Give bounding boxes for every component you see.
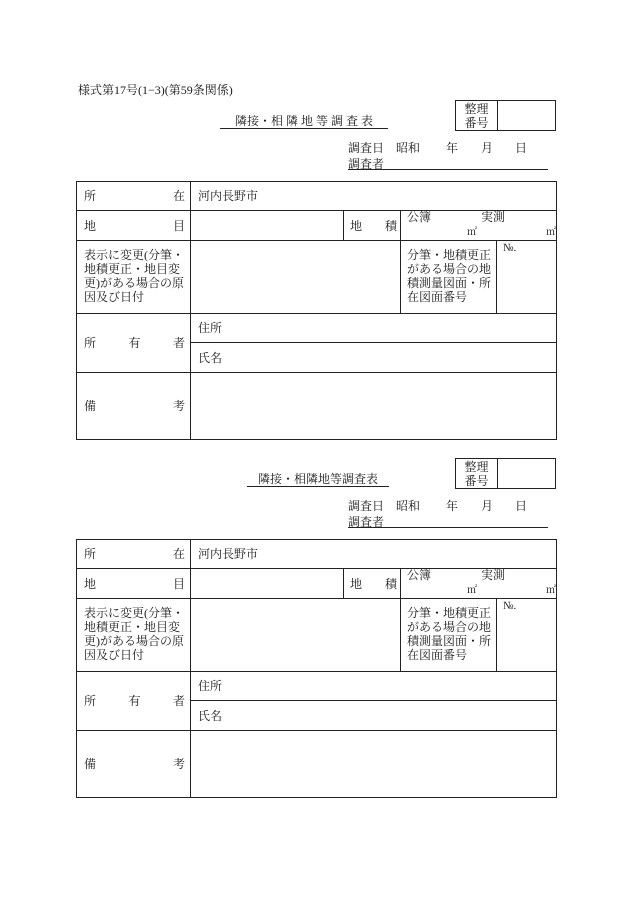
reference-number-box — [455, 458, 556, 489]
survey-date-day: 日 — [515, 141, 528, 155]
owner-address-cell — [190, 313, 557, 343]
reference-number-box — [455, 100, 556, 131]
change-reason-label-line: 因及び日付 — [84, 290, 145, 304]
survey-date-era: 昭和 — [396, 141, 421, 155]
location-value-cell — [190, 181, 557, 211]
owner-address-label: 住所 — [198, 321, 223, 335]
owner-label-char: 者 — [172, 336, 185, 350]
location-value: 河内長野市 — [198, 547, 259, 561]
survey-table — [76, 539, 557, 798]
survey-date-day: 日 — [515, 499, 528, 513]
change-reason-label-line: 更)がある場合の原 — [84, 276, 184, 290]
land-category-value-cell — [190, 210, 344, 241]
survey-drawing-label-line: 分筆・地積更正 — [407, 248, 492, 262]
reference-number-value — [497, 101, 555, 130]
remarks-label-char: 備 — [84, 399, 97, 413]
reference-number-label — [456, 459, 498, 488]
measured-area-label: 実測 — [481, 210, 506, 224]
change-reason-label-line: 地積更正・地目変 — [84, 262, 181, 276]
land-area-label-char: 積 — [384, 576, 397, 591]
owner-label-char: 有 — [128, 694, 141, 708]
survey-date-era: 昭和 — [396, 499, 421, 513]
owner-name-label: 氏名 — [198, 708, 223, 723]
change-reason-label — [76, 598, 191, 672]
survey-drawing-label-line: 積測量図面・所 — [407, 634, 492, 648]
survey-drawing-label-line: 在図面番号 — [407, 290, 468, 304]
change-reason-label-line: 更)がある場合の原 — [84, 634, 184, 648]
land-area-label — [343, 568, 401, 599]
change-reason-label-line: 表示に変更(分筆・ — [84, 248, 184, 262]
land-category-label — [76, 568, 191, 599]
registry-area-label: 公簿 — [407, 568, 432, 582]
survey-drawing-number-label: №. — [503, 242, 517, 254]
owner-name-label: 氏名 — [198, 350, 223, 365]
land-category-label-char: 地 — [84, 218, 97, 233]
land-area-label-char: 積 — [384, 218, 397, 233]
survey-drawing-number-cell — [496, 598, 557, 672]
land-area-value-cell — [400, 568, 557, 599]
survey-date-month: 月 — [481, 141, 494, 155]
owner-address-cell — [190, 671, 557, 701]
location-label — [76, 539, 191, 569]
owner-label-char: 所 — [84, 694, 97, 708]
land-category-label — [76, 210, 191, 241]
survey-drawing-label — [400, 598, 497, 672]
surveyor-line — [348, 513, 548, 528]
change-reason-label-line: 表示に変更(分筆・ — [84, 606, 184, 620]
change-reason-label — [76, 240, 191, 314]
land-area-label-char: 地 — [350, 218, 363, 233]
reference-number-label-line: 整理 — [464, 459, 489, 474]
land-area-label-char: 地 — [350, 576, 363, 591]
land-category-label-char: 目 — [172, 576, 185, 591]
measured-area-unit: ㎡ — [546, 227, 556, 238]
location-label-char: 所 — [84, 189, 97, 203]
survey-date-label: 調査日 — [348, 499, 385, 513]
change-reason-value-cell — [190, 240, 401, 314]
reference-number-label-line: 番号 — [464, 115, 489, 130]
surveyor-label: 調査者 — [348, 515, 385, 529]
measured-area-label: 実測 — [481, 568, 506, 582]
land-area-value-cell — [400, 210, 557, 241]
form-number: 様式第17号(1−3)(第59条関係) — [78, 83, 233, 97]
surveyor-line — [348, 155, 548, 170]
survey-date-month: 月 — [481, 499, 494, 513]
survey-drawing-label-line: がある場合の地 — [407, 620, 492, 634]
surveyor-label: 調査者 — [348, 157, 385, 171]
survey-form — [0, 0, 630, 413]
survey-drawing-number-cell — [496, 240, 557, 314]
reference-number-label — [456, 101, 498, 130]
land-category-label-char: 地 — [84, 576, 97, 591]
measured-area-unit: ㎡ — [546, 585, 556, 596]
form-title: 隣接・相隣地等調査表 — [247, 472, 389, 487]
remarks-value-cell — [190, 730, 557, 798]
survey-date-label: 調査日 — [348, 141, 385, 155]
land-area-label — [343, 210, 401, 241]
location-label-char: 所 — [84, 547, 97, 561]
land-category-label-char: 目 — [172, 218, 185, 233]
survey-drawing-label-line: 積測量図面・所 — [407, 276, 492, 290]
survey-drawing-label-line: 分筆・地積更正 — [407, 606, 492, 620]
survey-date-year: 年 — [446, 141, 459, 155]
survey-drawing-number-label: №. — [503, 600, 517, 612]
form-title: 隣接・相 隣 地 等 調 査 表 — [220, 114, 388, 129]
owner-label-char: 者 — [172, 694, 185, 708]
survey-drawing-label-line: がある場合の地 — [407, 262, 492, 276]
remarks-label-char: 考 — [172, 399, 185, 413]
location-label-char: 在 — [172, 189, 185, 203]
change-reason-label-line: 地積更正・地目変 — [84, 620, 181, 634]
remarks-label-char: 考 — [172, 757, 185, 771]
reference-number-value — [497, 459, 555, 488]
registry-area-unit: ㎡ — [467, 227, 477, 238]
change-reason-value-cell — [190, 598, 401, 672]
remarks-label-char: 備 — [84, 757, 97, 771]
change-reason-label-line: 因及び日付 — [84, 648, 145, 662]
location-value: 河内長野市 — [198, 189, 259, 203]
survey-drawing-label — [400, 240, 497, 314]
reference-number-label-line: 番号 — [464, 473, 489, 488]
owner-label-char: 所 — [84, 336, 97, 350]
owner-address-label: 住所 — [198, 679, 223, 693]
survey-drawing-label-line: 在図面番号 — [407, 648, 468, 662]
owner-label — [76, 671, 191, 731]
location-label-char: 在 — [172, 547, 185, 561]
owner-label-char: 有 — [128, 336, 141, 350]
owner-name-cell — [190, 700, 557, 731]
survey-date-year: 年 — [446, 499, 459, 513]
location-label — [76, 181, 191, 211]
reference-number-label-line: 整理 — [464, 101, 489, 116]
remarks-label — [76, 730, 191, 798]
registry-area-label: 公簿 — [407, 210, 432, 224]
registry-area-unit: ㎡ — [467, 585, 477, 596]
land-category-value-cell — [190, 568, 344, 599]
survey-form — [0, 358, 630, 771]
location-value-cell — [190, 539, 557, 569]
